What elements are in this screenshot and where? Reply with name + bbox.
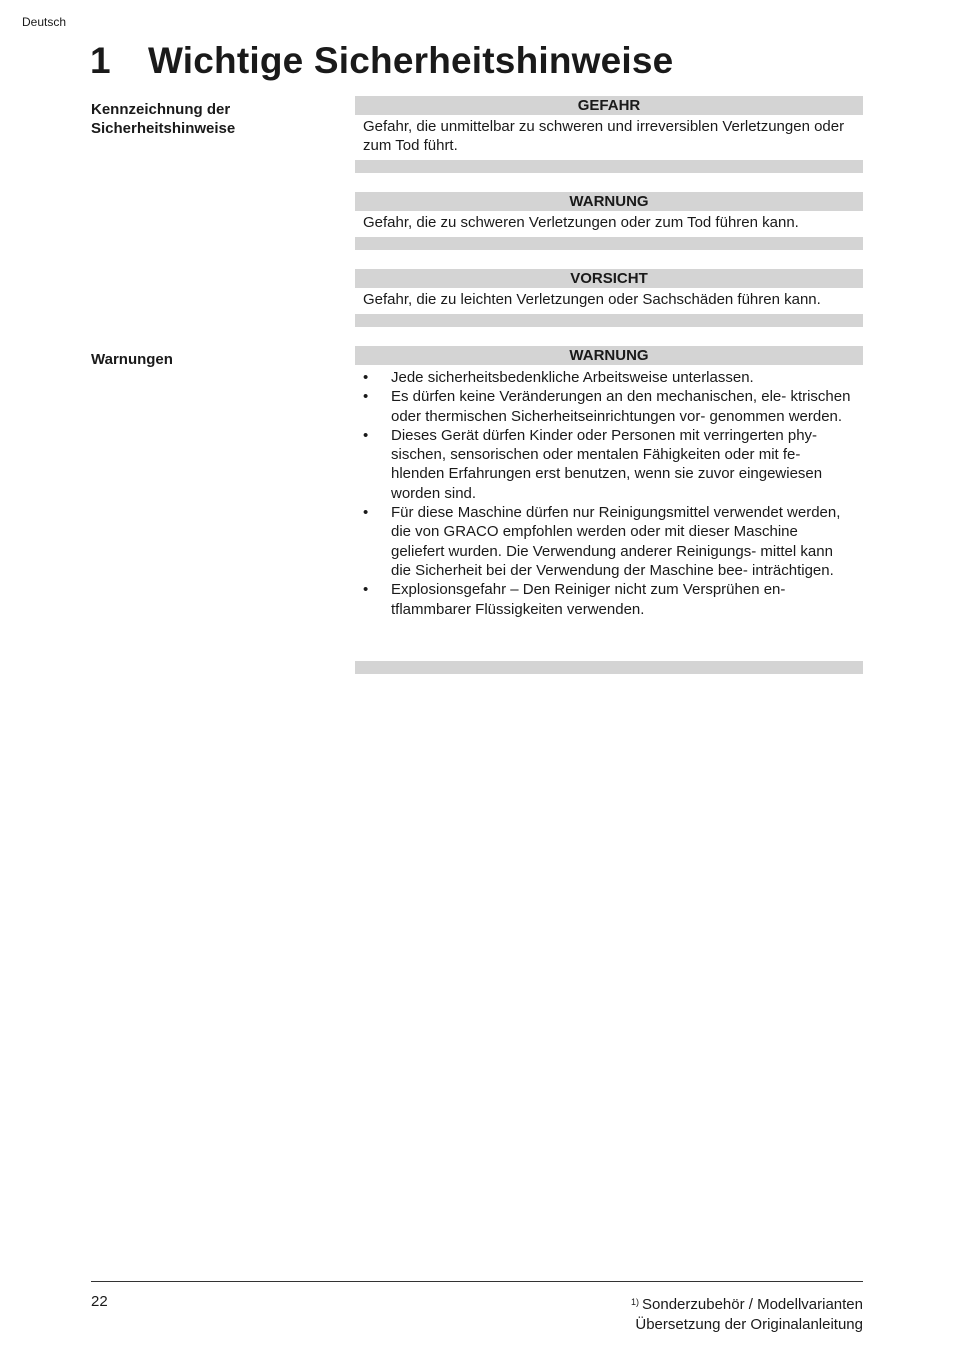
bullet: • xyxy=(363,581,369,599)
caution-box-title: VORSICHT xyxy=(355,269,863,288)
list-item-text: Für diese Maschine dürfen nur Reinigungsmittel verwendet werden, die von GRACO empfohlen werden oder mit dieser Maschine geliefert wurden. Die Verwendung anderer Reinigungs- mittel kann die Sicherheit bei der Verwendung der Maschine bee- inträchtigen. xyxy=(391,504,841,579)
caution-box-text: Gefahr, die zu leichten Verletzungen oder Sachschäden führen kann. xyxy=(363,291,821,308)
chapter-heading xyxy=(90,40,673,82)
language-label: Deutsch xyxy=(22,15,67,29)
list-item xyxy=(363,503,855,580)
chapter-number: 1 xyxy=(90,40,111,81)
list-item xyxy=(363,426,855,503)
bullet: • xyxy=(363,388,369,406)
danger-box-title: GEFAHR xyxy=(355,96,863,115)
list-item xyxy=(363,580,855,619)
list-item-text: Explosionsgefahr – Den Reiniger nicht zum Versprühen en- tflammbarer Flüssigkeiten verwenden. xyxy=(391,581,786,618)
footer-notes xyxy=(631,1292,863,1335)
footnote-mark: 1) xyxy=(631,1297,640,1307)
chapter-title: Wichtige Sicherheitshinweise xyxy=(148,40,674,81)
section-label-line: Kennzeichnung der xyxy=(91,101,231,118)
danger-box-text: Gefahr, die unmittelbar zu schweren und irreversiblen Verletzungen oder zum Tod führt. xyxy=(363,118,845,155)
caution-box xyxy=(355,269,863,327)
warnings-list-title: WARNUNG xyxy=(355,346,863,365)
warnings-list xyxy=(363,368,855,619)
bullet: • xyxy=(363,426,369,444)
list-item xyxy=(363,387,855,426)
bullet: • xyxy=(363,369,369,386)
list-item-text: Es dürfen keine Veränderungen an den mechanischen, ele- ktrischen oder thermischen Sicherheitseinrichtungen vor- genommen werden. xyxy=(391,388,851,425)
section-label-identification xyxy=(91,100,321,138)
footnote xyxy=(631,1292,863,1315)
warning-box-footer-bar xyxy=(355,237,863,250)
caution-box-footer-bar xyxy=(355,314,863,327)
list-item-text: Jede sicherheitsbedenkliche Arbeitsweise unterlassen. xyxy=(391,369,754,386)
danger-box-footer-bar xyxy=(355,160,863,173)
footnote-text: Sonderzubehör / Modellvarianten xyxy=(642,1296,863,1313)
danger-box xyxy=(355,96,863,173)
page-number: 22 xyxy=(91,1293,108,1310)
warnings-list-box xyxy=(355,346,863,674)
list-item-text: Dieses Gerät dürfen Kinder oder Personen mit verringerten phy- sischen, sensorischen oder mentalen Fähigkeiten oder mit fe- hlenden Erfahrungen erst benutzen, wenn sie zuvor eingewiesen worden sind. xyxy=(391,426,823,502)
warnings-list-footer-bar xyxy=(355,661,863,674)
warning-box xyxy=(355,192,863,250)
warnings-list-body xyxy=(355,365,863,661)
section-label-warnings: Warnungen xyxy=(91,351,173,368)
section-label-line: Sicherheitshinweise xyxy=(91,120,236,137)
warning-box-text: Gefahr, die zu schweren Verletzungen oder zum Tod führen kann. xyxy=(363,214,799,231)
translation-note: Übersetzung der Originalanleitung xyxy=(635,1316,863,1333)
list-item xyxy=(363,368,855,387)
bullet: • xyxy=(363,504,369,522)
footer-divider xyxy=(91,1281,863,1282)
warning-box-title: WARNUNG xyxy=(355,192,863,211)
